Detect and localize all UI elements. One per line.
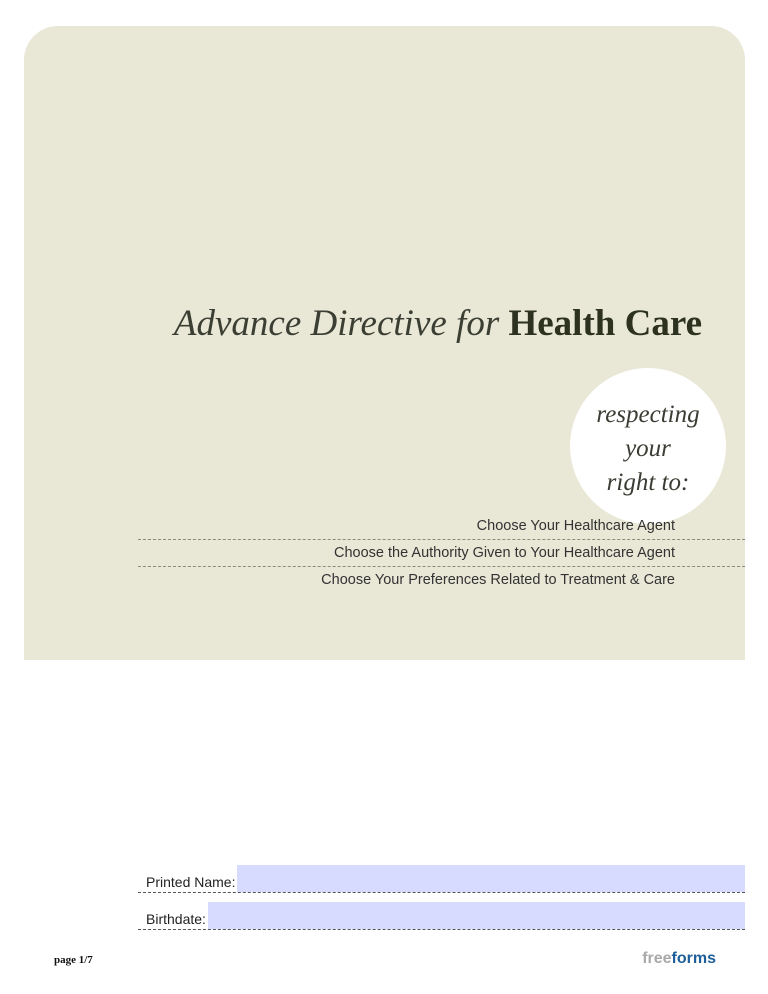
- printed-name-row: [138, 864, 745, 893]
- right-item-preferences: Choose Your Preferences Related to Treatment & Care: [321, 572, 675, 588]
- page-number: page 1/7: [54, 954, 93, 966]
- right-item-authority: Choose the Authority Given to Your Healthcare Agent: [138, 540, 745, 567]
- circle-text: [570, 398, 726, 500]
- printed-name-label: Printed Name:: [146, 874, 236, 890]
- birthdate-label: Birthdate:: [146, 911, 206, 927]
- printed-name-field[interactable]: [237, 865, 745, 892]
- circle-line-3: right to:: [606, 469, 690, 496]
- rights-list: [138, 513, 745, 594]
- freeforms-logo: [642, 950, 716, 968]
- circle-line-2: your: [625, 435, 671, 462]
- title-bold-part: Health Care: [508, 303, 702, 344]
- brand-free-text: free: [642, 950, 672, 967]
- birthdate-field[interactable]: [208, 902, 745, 929]
- document-title: [24, 302, 702, 345]
- birthdate-row: [138, 901, 745, 930]
- title-italic-part: Advance Directive for: [173, 303, 500, 344]
- circle-line-1: respecting: [596, 401, 700, 428]
- right-item-agent: Choose Your Healthcare Agent: [138, 513, 745, 540]
- brand-forms-text: forms: [671, 950, 716, 967]
- respecting-circle: [570, 368, 726, 524]
